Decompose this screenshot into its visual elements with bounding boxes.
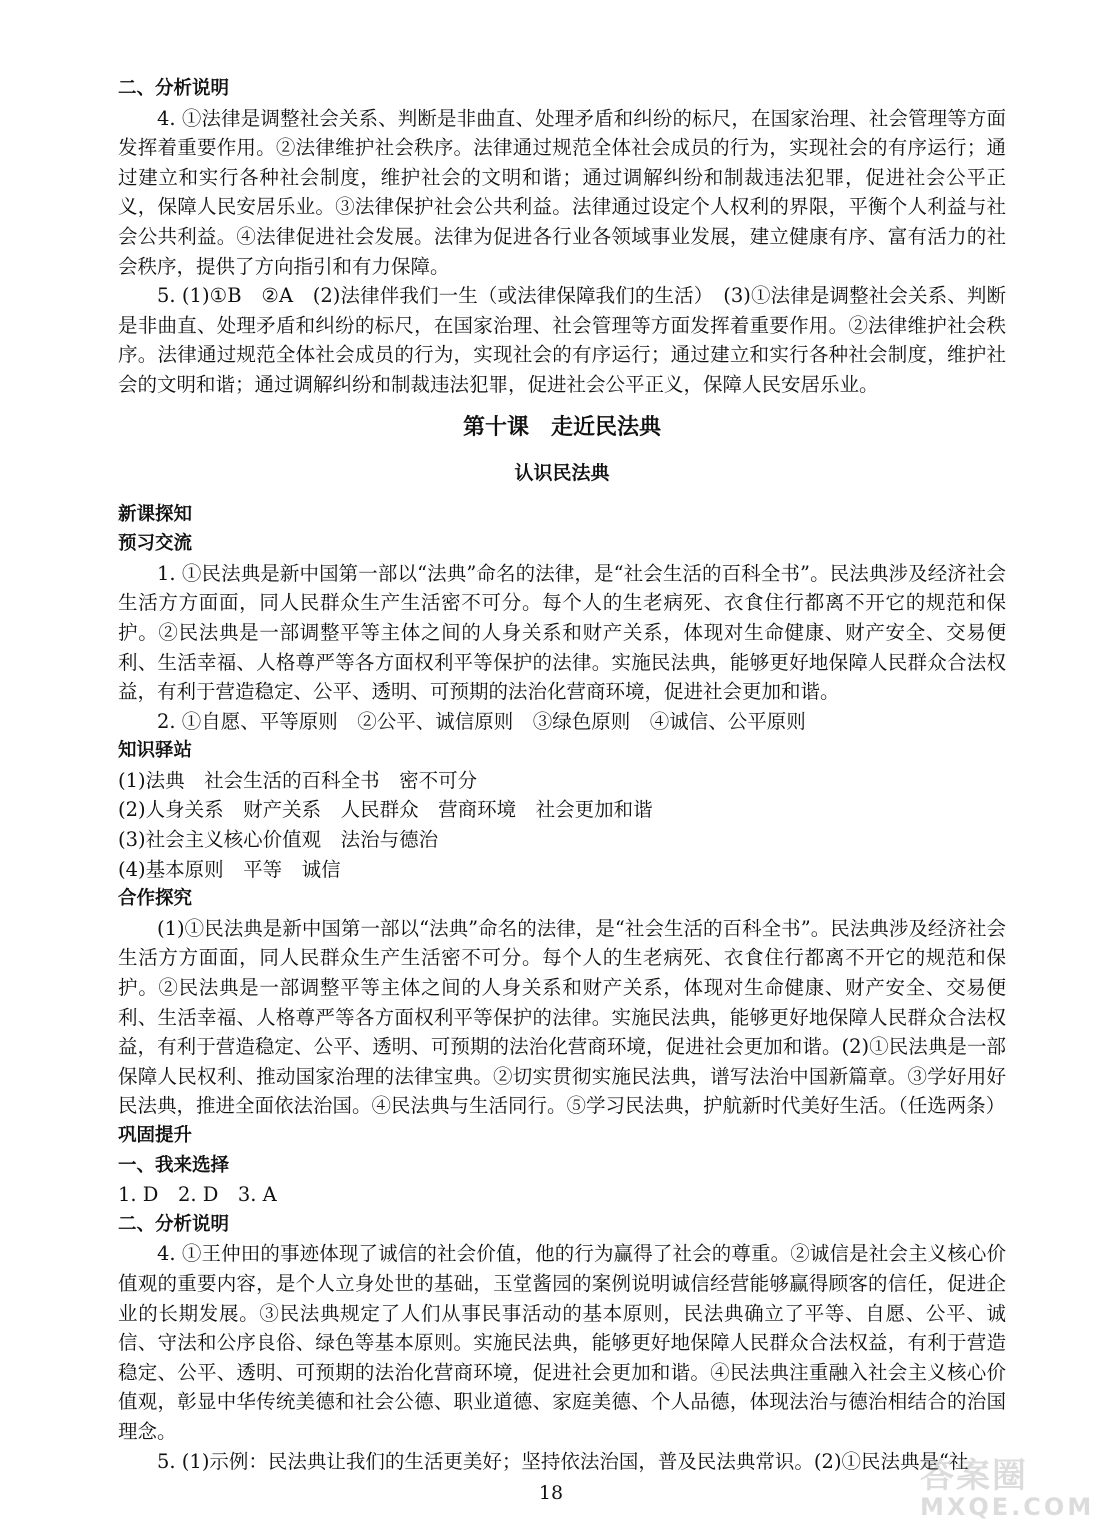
answer-paragraph-4: 4. ①法律是调整社会关系、判断是非曲直、处理矛盾和纠纷的标尺，在国家治理、社会管理等方面发挥着重要作用。②法律维护社会秩序。法律通过规范全体社会成员的行为，实现社会的有序运行；通过建立和实行各种社会制度，维护社会的文明和谐；通过调解纠纷和制裁违法犯罪，促进社会公平正义，保障人民安居乐业。③法律保护社会公共利益。法律通过设定个人权利的界限，平衡个人利益与社会公共利益。④法律促进社会发展。法律为促进各行业各领域事业发展，建立健康有序、富有活力的社会秩序，提供了方向指引和有力保障。 — [118, 106, 1006, 278]
watermark-url: MXQE.COM — [920, 1493, 1095, 1521]
hezuo-paragraph: (1)①民法典是新中国第一部以“法典”命名的法律，是“社会生活的百科全书”。民法典涉及经济社会生活方方面面，同人民群众生产生活密不可分。每个人的生老病死、衣食住行都离不开它的规范和保护。②民法典是一部调整平等主体之间的人身关系和财产关系，体现对生命健康、财产安全、交易便利、生活幸福、人格尊严等各方面权利平等保护的法律。实施民法典，能够更好地保障人民群众合法权益，有利于营造稳定、公平、透明、可预期的法治化营商环境，促进社会更加和谐。(2)①民法典是一部保障人民权利、推动国家治理的法律宝典。②切实贯彻实施民法典，谱写法治中国新篇章。③学好用好民法典，推进全面依法治国。④民法典与生活同行。⑤学习民法典，护航新时代美好生活。（任选两条） — [118, 916, 1006, 1118]
section-heading-choose: 一、我来选择 — [118, 1154, 230, 1176]
yuxi-paragraph-1: 1. ①民法典是新中国第一部以“法典”命名的法律，是“社会生活的百科全书”。民法典涉及经济社会生活方方面面，同人民群众生产生活密不可分。每个人的生老病死、衣食住行都离不开它的规范和保护。②民法典是一部调整平等主体之间的人身关系和财产关系，体现对生命健康、财产安全、交易便利、生活幸福、人格尊严等各方面权利平等保护的法律。实施民法典，能够更好地保障人民群众合法权益，有利于营造稳定、公平、透明、可预期的法治化营商环境，促进社会更加和谐。 — [118, 561, 1006, 704]
page-number: 18 — [538, 1482, 564, 1504]
zhishi-item: (2)人身关系 财产关系 人民群众 营商环境 社会更加和谐 — [118, 798, 653, 822]
section-heading-yuxi: 预习交流 — [118, 533, 193, 555]
section-heading-hezuo: 合作探究 — [118, 888, 193, 910]
section-heading-xinke: 新课探知 — [118, 503, 193, 525]
section-heading-zhishi: 知识驿站 — [118, 740, 193, 762]
answer-paragraph-5: 5. (1)①B ②A (2)法律伴我们一生（或法律保障我们的生活） (3)①法律是调整社会关系、判断是非曲直、处理矛盾和纠纷的标尺，在国家治理、社会管理等方面发挥着重要作用。②法律维护社会秩序。法律通过规范全体社会成员的行为，实现社会的有序运行；通过建立和实行各种社会制度，维护社会的文明和谐；通过调解纠纷和制裁违法犯罪，促进社会公平正义，保障人民安居乐业。 — [118, 284, 1006, 396]
watermark-text: 答案圈 — [920, 1456, 1028, 1496]
gonggu-paragraph-5: 5. (1)示例：民法典让我们的生活更美好；坚持依法治国，普及民法典常识。(2)①民法典是“社 — [157, 1449, 969, 1473]
page-content — [118, 74, 1006, 1476]
watermark-logo — [920, 1448, 1095, 1521]
zhishi-item: (1)法典 社会生活的百科全书 密不可分 — [118, 768, 478, 792]
zhishi-item: (4)基本原则 平等 诚信 — [118, 857, 341, 881]
gonggu-paragraph-4: 4. ①王仲田的事迹体现了诚信的社会价值，他的行为赢得了社会的尊重。②诚信是社会主义核心价值观的重要内容，是个人立身处世的基础，玉堂酱园的案例说明诚信经营能够赢得顾客的信任，促进企业的长期发展。③民法典规定了人们从事民事活动的基本原则，民法典确立了平等、自愿、公平、诚信、守法和公序良俗、绿色等基本原则。实施民法典，能够更好地保障人民群众合法权益，有利于营造稳定、公平、透明、可预期的法治化营商环境，促进社会更加和谐。④民法典注重融入社会主义核心价值观，彰显中华传统美德和社会公德、职业道德、家庭美德、个人品德，体现法治与德治相结合的治国理念。 — [118, 1242, 1006, 1443]
zhishi-item: (3)社会主义核心价值观 法治与德治 — [118, 828, 439, 852]
lesson-subtitle: 认识民法典 — [514, 461, 610, 484]
section-heading-analysis: 二、分析说明 — [118, 78, 230, 99]
section-heading-gonggu: 巩固提升 — [118, 1125, 193, 1146]
section-heading-analysis-2: 二、分析说明 — [118, 1213, 230, 1235]
yuxi-paragraph-2: 2. ①自愿、平等原则 ②公平、诚信原则 ③绿色原则 ④诚信、公平原则 — [157, 709, 806, 733]
lesson-title: 第十课 走近民法典 — [462, 414, 661, 440]
choose-answers: 1. D 2. D 3. A — [118, 1183, 277, 1207]
